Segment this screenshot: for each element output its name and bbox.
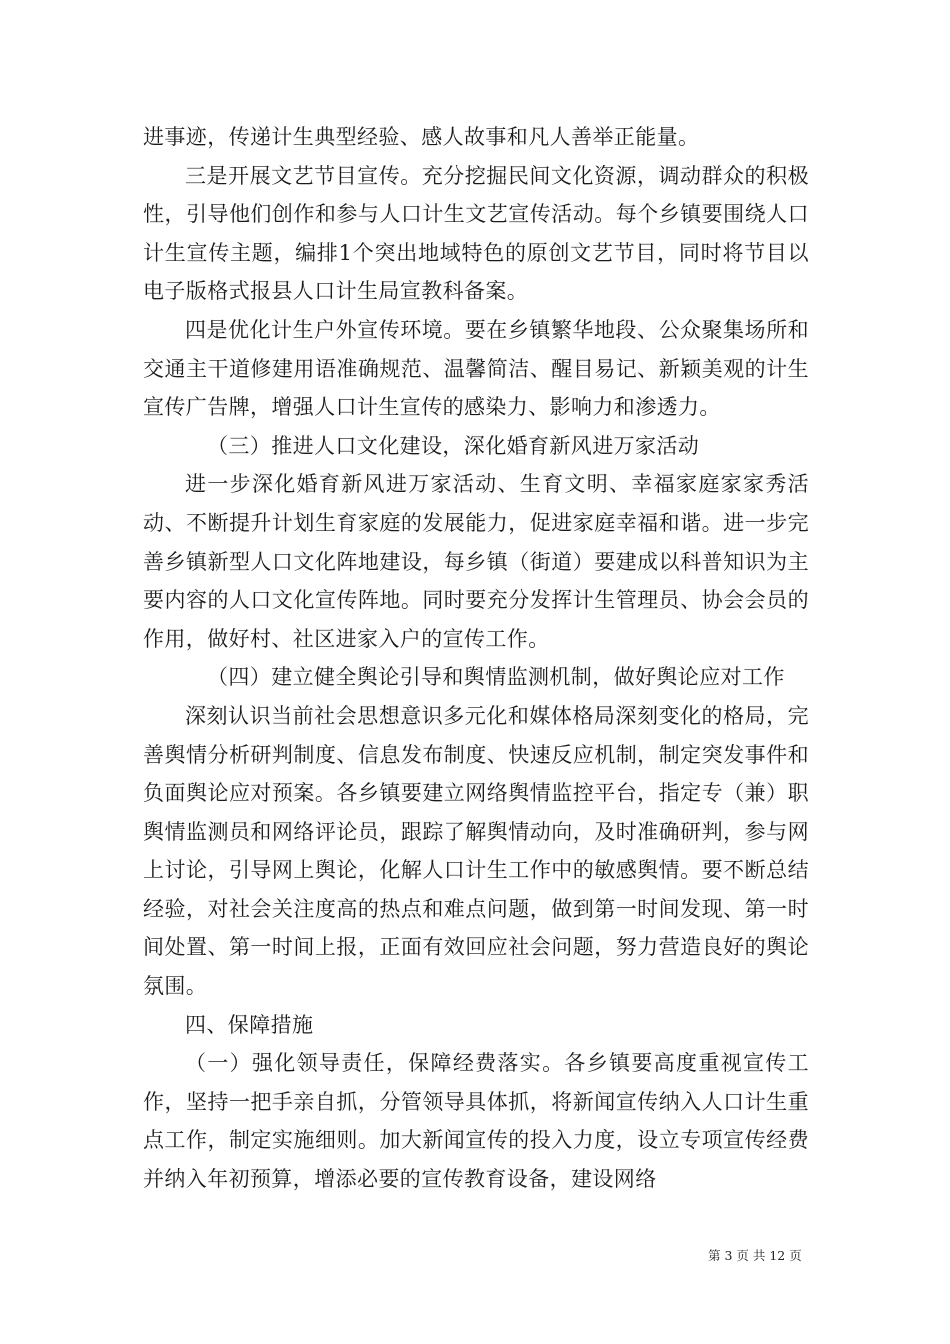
section-heading-safeguards: 四、保障措施 — [185, 1012, 314, 1037]
paragraph-public-opinion: 深刻认识当前社会思想意识多元化和媒体格局深刻变化的格局，完善舆情分析研判制度、信息发布制度、快速反应机制，制定突发事件和负面舆论应对预案。各乡镇要建立网络舆情监控平台，指定专（兼）职舆情监测员和网络评论员，跟踪了解舆情动向，及时准确研判，参与网上讨论，引导网上舆论，化解人口计生工作中的敏感舆情。要不断总结经验，对社会关注度高的热点和难点问题，做到第一时间发现、第一时间处置、第一时间上报，正面有效回应社会问题，努力营造良好的舆论氛围。 — [143, 703, 809, 999]
paragraph-leadership-funding: （一）强化领导责任，保障经费落实。各乡镇要高度重视宣传工作，坚持一把手亲自抓，分管领导具体抓，将新闻宣传纳入人口计生重点工作，制定实施细则。加大新闻宣传的投入力度，设立专项宣传经费并纳入年初预算，增添必要的宣传教育设备，建设网络 — [143, 1051, 809, 1192]
document-body — [143, 118, 809, 1199]
paragraph-arts-program-publicity: 三是开展文艺节目宣传。充分挖掘民间文化资源，调动群众的积极性，引导他们创作和参与人口计生文艺宣传活动。每个乡镇要围绕人口计生宣传主题，编排1个突出地域特色的原创文艺节目，同时将节目以电子版格式报县人口计生局宣教科备案。 — [143, 163, 809, 304]
section-heading-public-opinion: （四）建立健全舆论引导和舆情监测机制，做好舆论应对工作 — [207, 665, 785, 690]
paragraph-continuation: 进事迹，传递计生典型经验、感人故事和凡人善举正能量。 — [143, 125, 700, 149]
paragraph-population-culture: 进一步深化婚育新风进万家活动、生育文明、幸福家庭家家秀活动、不断提升计划生育家庭的发展能力，促进家庭幸福和谐。进一步完善乡镇新型人口文化阵地建设，每乡镇（街道）要建成以科普知识为主要内容的人口文化宣传阵地。同时要充分发挥计生管理员、协会会员的作用，做好村、社区进家入户的宣传工作。 — [143, 472, 809, 651]
section-heading-population-culture: （三）推进人口文化建设，深化婚育新风进万家活动 — [207, 433, 700, 458]
paragraph-outdoor-publicity: 四是优化计生户外宣传环境。要在乡镇繁华地段、公众聚集场所和交通主干道修建用语准确规范、温馨简洁、醒目易记、新颖美观的计生宣传广告牌，增强人口计生宣传的感染力、影响力和渗透力。 — [143, 317, 809, 420]
page-number-footer: 第 3 页 共 12 页 — [708, 1248, 802, 1263]
